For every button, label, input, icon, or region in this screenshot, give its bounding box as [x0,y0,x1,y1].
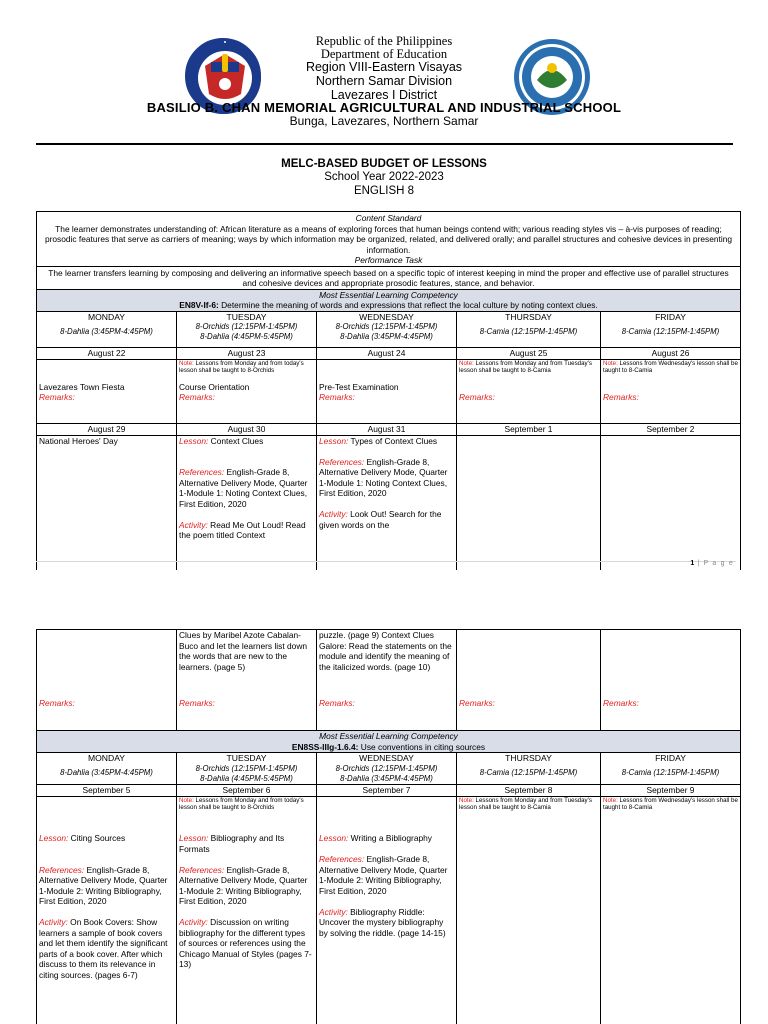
cell-aug-23 [177,359,317,423]
cont-cell-fri [601,630,741,731]
cont-cell-tue [177,630,317,731]
continued-content-row [37,630,741,731]
date-cell: August 29 [37,423,177,435]
cell-aug-22 [37,359,177,423]
cell-sep-2 [601,435,741,575]
lesson-entry: Lesson: Citing Sources [39,833,126,843]
references-entry: References: English-Grade 8, Alternative Delivery Mode, Quarter 1-Module 1: Noting Context Clues, First Edition, 2020 [179,467,308,509]
header-district: Lavezares I District [330,88,438,102]
cell-sep-9 [601,797,741,1024]
date-row-week-3 [37,785,741,797]
cell-sep-6 [177,797,317,1024]
cell-aug-24 [317,359,457,423]
melc-text: Use conventions in citing sources [358,741,486,752]
event-text: Lavezares Town Fiesta [39,381,125,392]
cont-cell-thu [457,630,601,731]
references-entry: References: English-Grade 8, Alternative Delivery Mode, Quarter 1-Module 2: Writing Bibliography, First Edition, 2020 [319,854,448,896]
melc-label: Most Essential Learning Competency [319,289,458,300]
day-thursday: THURSDAY 8-Camia (12:15PM-1:45PM) [457,311,601,347]
remarks-label: Remarks: [603,698,639,708]
activity-entry: Activity: Read Me Out Loud! Read the poem titled Context [179,519,306,540]
day-wednesday: WEDNESDAY 8-Orchids (12:15PM-1:45PM) 8-Dahlia (3:45PM-4:45PM) [317,311,457,347]
melc-label: Most Essential Learning Competency [319,731,458,741]
page-number: 1 [690,560,695,567]
activity-entry: Activity: Bibliography Riddle: Uncover the mystery bibliography by solving the riddle. (page 14-15) [319,906,446,938]
cell-aug-30 [177,435,317,575]
cell-aug-25 [457,359,601,423]
schedule-note: Note: Lessons from Wednesday's lesson shall be taught to 8-Camia [603,359,738,374]
performance-task-row [37,266,741,289]
date-cell: August 30 [177,423,317,435]
header-division: Northern Samar Division [315,74,453,88]
lesson-entry: Lesson: Types of Context Clues [319,435,438,446]
date-cell: August 31 [317,423,457,435]
lesson-entry: Lesson: Context Clues [179,435,264,446]
school-year: School Year 2022-2023 [324,171,444,183]
date-cell: August 24 [317,347,457,359]
cell-aug-31 [317,435,457,575]
schedule-note: Note: Lessons from Monday and from today's lesson shall be taught to 8-Orchids [179,797,304,811]
day-monday: MONDAY 8-Dahlia (3:45PM-4:45PM) [37,311,177,347]
header-department: Department of Education [320,47,448,61]
day-tuesday: TUESDAY 8-Orchids (12:15PM-1:45PM) 8-Dahlia (4:45PM-5:45PM) [177,753,317,785]
references-entry: References: English-Grade 8, Alternative Delivery Mode, Quarter 1-Module 2: Writing Bibliography, First Edition, 2020 [39,864,168,906]
cont-cell-wed [317,630,457,731]
date-cell: September 8 [457,785,601,797]
date-cell: August 26 [601,347,741,359]
activity-entry: Activity: On Book Covers: Show learners a sample of book covers and let them identify the significant parts of a book cover. After which discuss to them its relevance in citing sources. (pages 6-7) [39,917,168,980]
day-tuesday: TUESDAY 8-Orchids (12:15PM-1:45PM) 8-Dahlia (4:45PM-5:45PM) [177,311,317,347]
schedule-note: Note: Lessons from Monday and from today's lesson shall be taught to 8-Orchids [179,359,304,374]
footer-divider [36,561,736,562]
document-title: MELC-BASED BUDGET OF LESSONS [281,158,487,170]
activity-continued: puzzle. (page 9) Context Clues Galore: Read the statements on the module and identify the meaning of the italicized words. (page 10) [319,630,452,672]
content-standard-row [37,212,741,267]
date-row-week-2 [37,423,741,435]
page-footer: 1 | P a g e [690,560,734,567]
references-entry: References: English-Grade 8, Alternative Delivery Mode, Quarter 1-Module 1: Noting Context Clues, First Edition, 2020 [319,456,448,498]
event-text: Pre-Test Examination [319,381,399,392]
melc-row [37,289,741,311]
remarks-label: Remarks: [39,698,75,708]
header-divider [36,143,733,145]
day-friday: FRIDAY 8-Camia (12:15PM-1:45PM) [601,753,741,785]
date-cell: September 7 [317,785,457,797]
melc-row-2 [37,731,741,753]
activity-continued: Clues by Maribel Azote Cabalan-Buco and let the learners list down the words that are new to the learners. (page 5) [179,630,308,672]
date-cell: August 25 [457,347,601,359]
budget-table-week-2 [36,629,741,1024]
cell-sep-8 [457,797,601,1024]
activity-entry: Activity: Discussion on writing bibliography for the different types of sources or references using the Chicago Manual of Styles (pages 7-13) [179,917,312,969]
event-text: Course Orientation [179,381,250,392]
page-word: P a g e [703,560,734,567]
week-3-content-row [37,797,741,1024]
melc-text: Determine the meaning of words and expressions that reflect the local culture by noting context clues. [218,300,598,310]
remarks-label: Remarks: [459,392,495,402]
header-address: Bunga, Lavezares, Northern Samar [289,114,479,128]
remarks-label: Remarks: [319,698,355,708]
date-cell: August 22 [37,347,177,359]
melc-code: EN8V-If-6: [179,300,219,310]
remarks-label: Remarks: [603,392,639,402]
schedule-note: Note: Lessons from Wednesday's lesson shall be taught to 8-Camia [603,797,738,811]
remarks-label: Remarks: [179,698,215,708]
date-cell: September 1 [457,423,601,435]
header-school-name: BASILIO B. CHAN MEMORIAL AGRICULTURAL AND INDUSTRIAL SCHOOL [146,100,622,115]
day-monday: MONDAY 8-Dahlia (3:45PM-4:45PM) [37,753,177,785]
cell-aug-26 [601,359,741,423]
remarks-label: Remarks: [179,392,215,402]
performance-task-text: The learner transfers learning by composing and delivering an informative speech based on a specific topic of interest keeping in mind the proper and effective use of parallel structures and cohesive devices and appropriate prosodic features, stance, and behavior. [37,266,741,289]
schedule-note: Note: Lessons from Monday and from Tuesday's lesson shall be taught to 8-Camia [459,359,592,374]
day-friday: FRIDAY 8-Camia (12:15PM-1:45PM) [601,311,741,347]
schedule-note: Note: Lessons from Monday and from Tuesday's lesson shall be taught to 8-Camia [459,797,592,811]
date-cell: August 23 [177,347,317,359]
date-cell: September 2 [601,423,741,435]
lesson-entry: Lesson: Bibliography and Its Formats [179,833,285,854]
subject: ENGLISH 8 [353,185,415,197]
content-standard-label: Content Standard [355,213,422,223]
cont-cell-mon [37,630,177,731]
performance-task-label: Performance Task [354,255,423,265]
lesson-entry: Lesson: Writing a Bibliography [319,833,432,843]
day-header-row [37,311,741,347]
header-republic: Republic of the Philippines [315,34,453,48]
content-standard-text: The learner demonstrates understanding of: African literature as a means of exploring forces that human beings contend with; various reading styles vis – à-vis purposes of reading; prosodic features that serve as carriers of meaning; ways by which information may be organized, related, and delivered orally; and parallel structures and cohesive devices in presenting information. [44,223,733,255]
melc-code: EN8SS-IIIg-1.6.4: [291,741,359,752]
day-thursday: THURSDAY 8-Camia (12:15PM-1:45PM) [457,753,601,785]
cell-aug-29 [37,435,177,575]
cell-sep-1 [457,435,601,575]
remarks-label: Remarks: [459,698,495,708]
event-text: National Heroes' Day [39,435,118,446]
week-2-content-row [37,435,741,575]
remarks-label: Remarks: [39,392,75,402]
references-entry: References: English-Grade 8, Alternative Delivery Mode, Quarter 1-Module 2: Writing Bibliography, First Edition, 2020 [179,864,308,906]
cell-sep-7 [317,797,457,1024]
date-cell: September 9 [601,785,741,797]
budget-table-week-1 [36,211,741,576]
day-wednesday: WEDNESDAY 8-Orchids (12:15PM-1:45PM) 8-Dahlia (3:45PM-4:45PM) [317,753,457,785]
activity-entry: Activity: Look Out! Search for the given words on the [319,509,442,530]
cell-sep-5 [37,797,177,1024]
header-region: Region VIII-Eastern Visayas [305,60,463,74]
remarks-label: Remarks: [319,392,355,402]
date-cell: September 5 [37,785,177,797]
day-header-row-2 [37,753,741,785]
week-1-content-row [37,359,741,423]
date-row-week-1 [37,347,741,359]
date-cell: September 6 [177,785,317,797]
